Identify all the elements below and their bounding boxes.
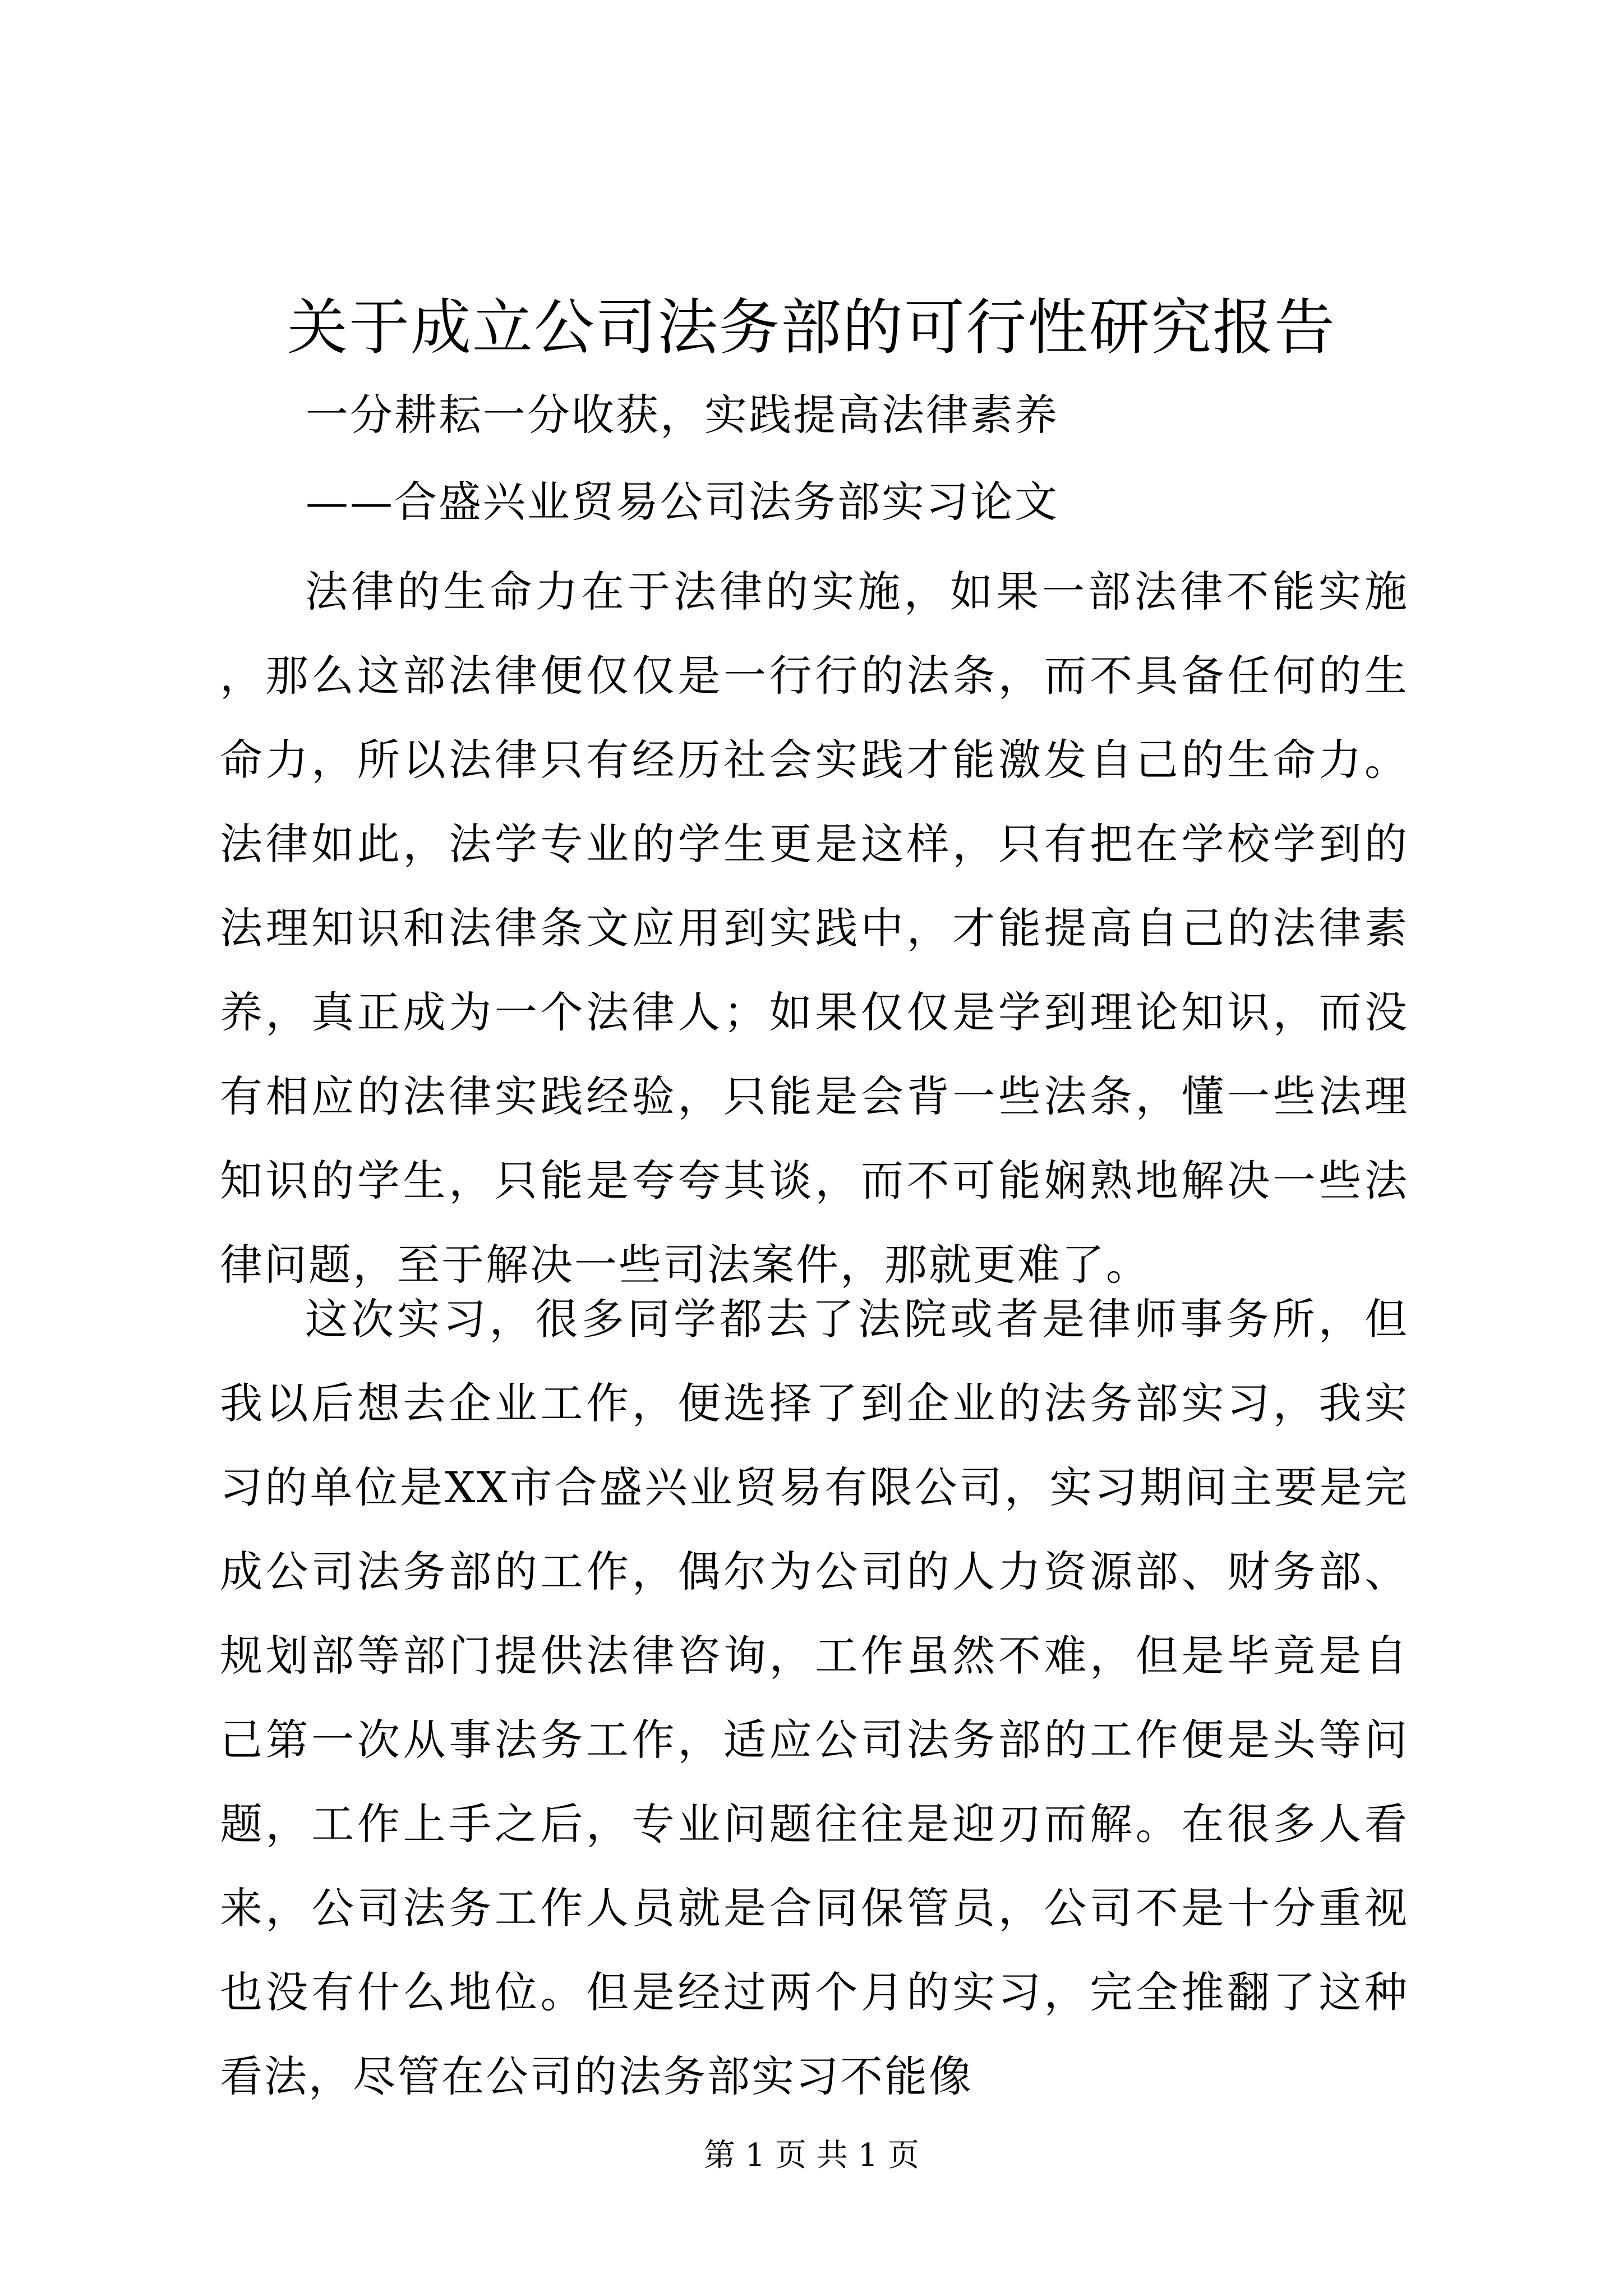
- page-number-footer: 第 1 页 共 1 页: [703, 2137, 920, 2174]
- document-subheading: ——合盛兴业贸易公司法务部实习论文: [306, 477, 1059, 527]
- document-subtitle: 一分耕耘一分收获，实践提高法律素养: [306, 390, 1059, 440]
- body-paragraph-1: 法律的生命力在于法律的实施，如果一部法律不能实施，那么这部法律便仅仅是一行行的法条，而不具备任何的生命力，所以法律只有经历社会实践才能激发自己的生命力。法律如此，法学专业的学生更是这样，只有把在学校学到的法理知识和法律条文应用到实践中，才能提高自己的法律素养，真正成为一个法律人；如果仅仅是学到理论知识，而没有相应的法律实践经验，只能是会背一些法条，懂一些法理知识的学生，只能是夸夸其谈，而不可能娴熟地解决一些法律问题，至于解决一些司法案件，那就更难了。: [220, 567, 1409, 1290]
- body-paragraph-2: 这次实习，很多同学都去了法院或者是律师事务所，但我以后想去企业工作，便选择了到企业的法务部实习，我实习的单位是XX市合盛兴业贸易有限公司，实习期间主要是完成公司法务部的工作，偶尔为公司的人力资源部、财务部、规划部等部门提供法律咨询，工作虽然不难，但是毕竟是自己第一次从事法务工作，适应公司法务部的工作便是头等问题，工作上手之后，专业问题往往是迎刃而解。在很多人看来，公司法务工作人员就是合同保管员，公司不是十分重视也没有什么地位。但是经过两个月的实习，完全推翻了这种看法，尽管在公司的法务部实习不能像: [220, 1294, 1409, 2101]
- document-title: 关于成立公司法务部的可行性研究报告: [287, 293, 1336, 363]
